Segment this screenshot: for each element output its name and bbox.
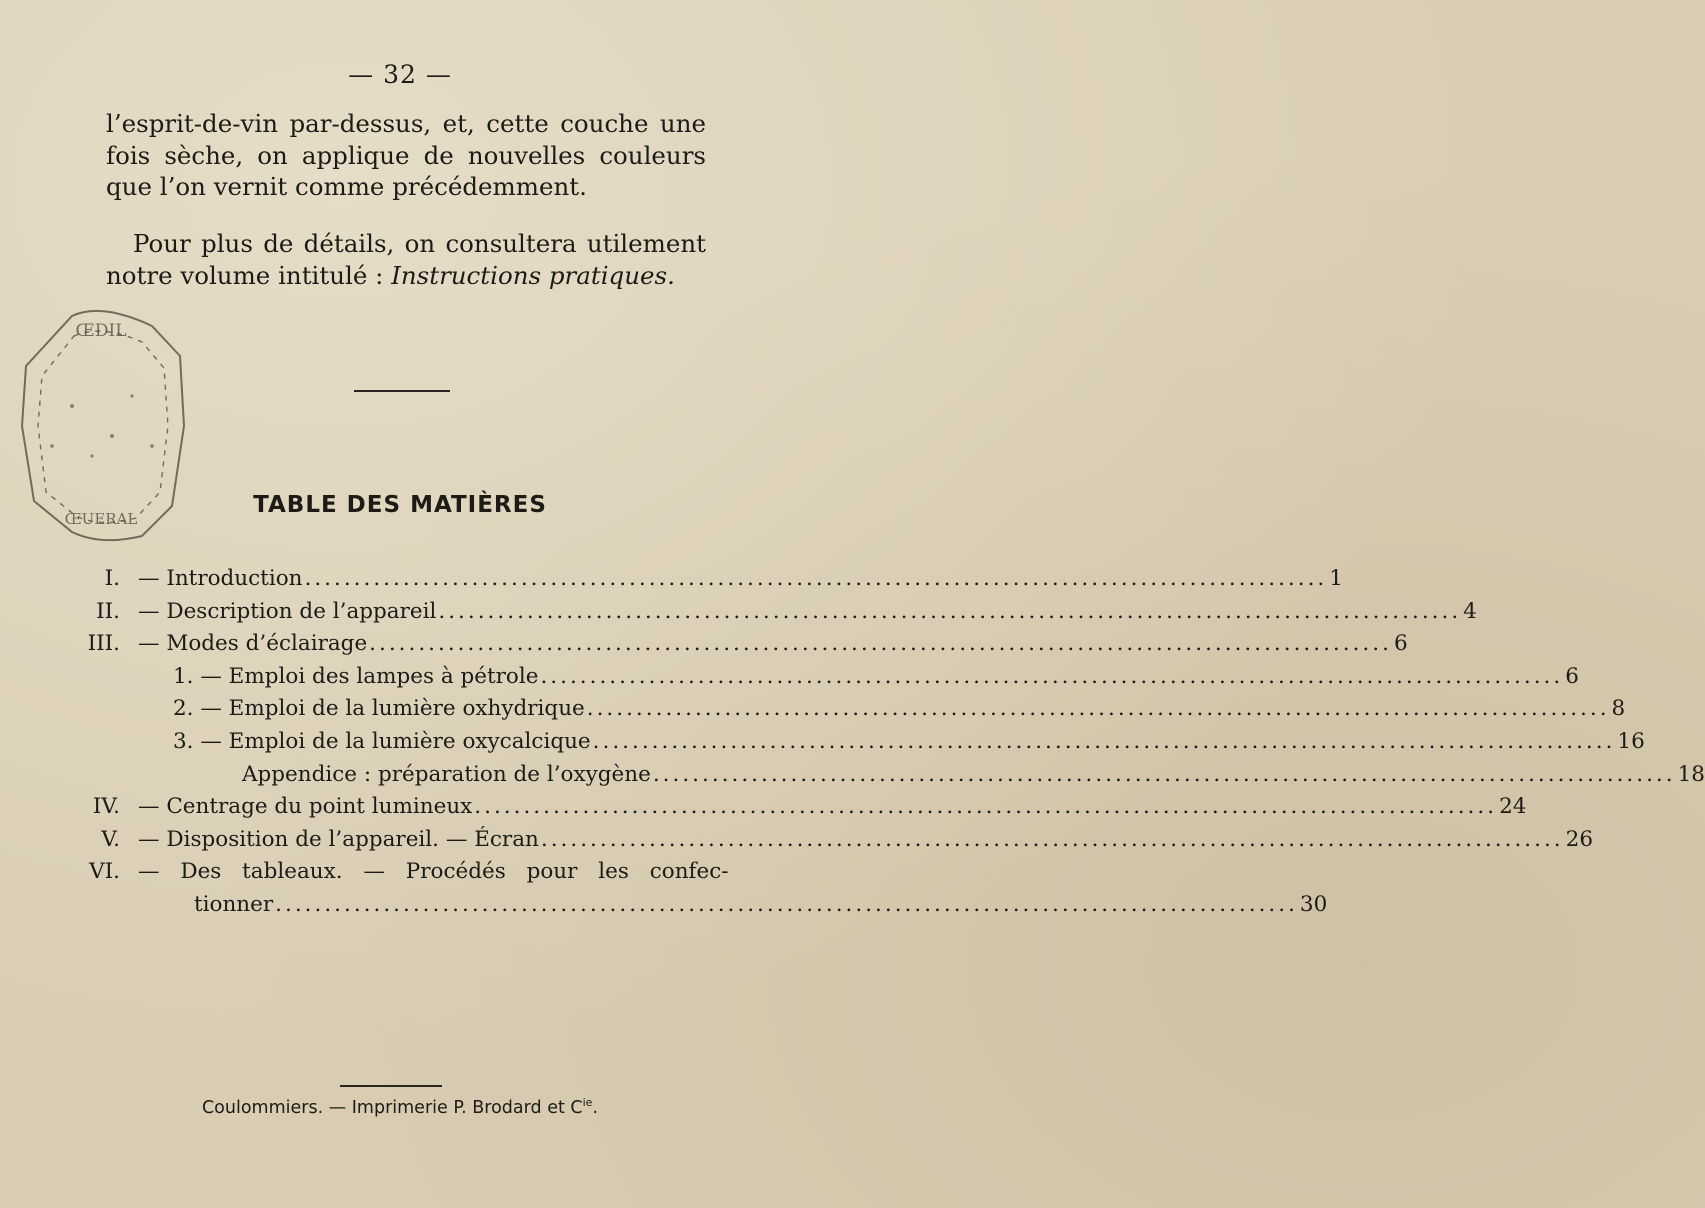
toc-leader-dots: ........................................................................................................ bbox=[652, 761, 1676, 787]
toc-row bbox=[0, 759, 1705, 792]
toc-entry bbox=[173, 661, 1579, 694]
toc-row bbox=[0, 889, 1328, 922]
toc-entry-title: Appendice : préparation de l’oxygène bbox=[242, 761, 651, 787]
toc-entry-title: — Des tableaux. — Procédés pour les confec- bbox=[138, 859, 729, 885]
toc-entry bbox=[194, 889, 1328, 922]
toc-page-number: 30 bbox=[1299, 891, 1328, 917]
toc-entry bbox=[173, 693, 1626, 726]
toc-chapter-number: VI. bbox=[89, 859, 120, 885]
toc-row bbox=[0, 856, 800, 889]
toc-page-number: 24 bbox=[1499, 794, 1527, 820]
toc-leader-dots: ........................................................................................................ bbox=[592, 728, 1616, 754]
toc-leader-dots: ........................................................................................................ bbox=[304, 566, 1328, 591]
imprint-text: Coulommiers. — Imprimerie P. Brodard et C bbox=[201, 1097, 583, 1118]
toc-row bbox=[0, 693, 1626, 726]
toc-page-number: 16 bbox=[1617, 728, 1645, 754]
toc-entry-title: 2. — Emploi de la lumière oxhydrique bbox=[173, 696, 585, 722]
table-of-contents bbox=[0, 563, 1705, 922]
toc-leader-dots: ........................................................................................................ bbox=[586, 696, 1610, 722]
toc-chapter-number: I. bbox=[104, 566, 120, 591]
imprint-end: . bbox=[592, 1097, 599, 1118]
toc-row bbox=[0, 726, 1645, 759]
toc-entry-title: — Description de l’appareil bbox=[138, 598, 437, 624]
toc-entry-title: — Disposition de l’appareil. — Écran bbox=[138, 826, 539, 852]
toc-leader-dots: ........................................................................................................ bbox=[540, 826, 1564, 852]
toc-leader-dots: ........................................................................................................ bbox=[275, 891, 1298, 917]
toc-entry bbox=[242, 759, 1705, 792]
toc-row bbox=[0, 661, 1579, 694]
toc-entry bbox=[138, 563, 1343, 596]
toc-row bbox=[0, 596, 1477, 629]
paragraph-reference-text: Pour plus de détails, on consultera utilement notre volume intitulé : bbox=[106, 229, 706, 290]
toc-entry-title: 1. — Emploi des lampes à pétrole bbox=[173, 663, 539, 689]
toc-leader-dots: ........................................................................................................ bbox=[474, 794, 1498, 820]
toc-page-number: 4 bbox=[1463, 598, 1477, 624]
toc-entry bbox=[138, 856, 729, 889]
toc-heading: TABLE DES MATIÈRES bbox=[253, 492, 547, 518]
toc-page-number: 26 bbox=[1565, 826, 1593, 852]
paragraph-continuation: l’esprit-de-vin par-dessus, et, cette couche une fois sèche, on applique de nouvelles couleurs que l’on vernit comme précédemment. bbox=[106, 109, 706, 201]
toc-leader-dots: ........................................................................................................ bbox=[540, 663, 1564, 689]
imprint-superscript: ie bbox=[582, 1096, 593, 1109]
toc-entry bbox=[173, 726, 1645, 759]
toc-entry-title: 3. — Emploi de la lumière oxycalcique bbox=[173, 728, 591, 754]
toc-page-number: 1 bbox=[1329, 566, 1343, 591]
toc-chapter-number: II. bbox=[96, 598, 120, 624]
toc-page-number: 6 bbox=[1565, 663, 1579, 689]
toc-page-number: 6 bbox=[1393, 631, 1408, 657]
toc-entry bbox=[138, 791, 1527, 824]
toc-entry bbox=[138, 628, 1408, 661]
toc-page-number: 18 bbox=[1677, 761, 1705, 787]
stamp-bottom-text: ŒUERAL bbox=[64, 510, 138, 528]
toc-row bbox=[0, 824, 1593, 857]
toc-entry-title: — Modes d’éclairage bbox=[138, 631, 368, 657]
toc-entry-title: — Centrage du point lumineux bbox=[138, 794, 473, 820]
printer-imprint bbox=[0, 1096, 800, 1118]
toc-chapter-number: V. bbox=[101, 826, 120, 852]
toc-row bbox=[0, 628, 1408, 661]
toc-leader-dots: ........................................................................................................ bbox=[369, 631, 1392, 657]
toc-entry-title: tionner bbox=[194, 891, 274, 917]
toc-page-number: 8 bbox=[1611, 696, 1626, 722]
section-divider bbox=[354, 390, 450, 392]
toc-chapter-number: IV. bbox=[92, 794, 120, 820]
footer-divider bbox=[340, 1085, 442, 1087]
page-number: — 32 — bbox=[348, 60, 452, 89]
toc-entry bbox=[138, 596, 1477, 629]
toc-chapter-number: III. bbox=[87, 631, 120, 657]
toc-leader-dots: ........................................................................................................ bbox=[438, 598, 1462, 624]
toc-entry bbox=[138, 824, 1593, 857]
toc-entry-title: — Introduction bbox=[138, 566, 303, 591]
paragraph-reference bbox=[106, 228, 706, 291]
toc-row bbox=[0, 791, 1527, 824]
toc-row bbox=[0, 563, 1343, 596]
book-title-italic: Instructions pratiques. bbox=[391, 260, 675, 290]
stamp-top-text: ŒDIL bbox=[75, 321, 127, 341]
